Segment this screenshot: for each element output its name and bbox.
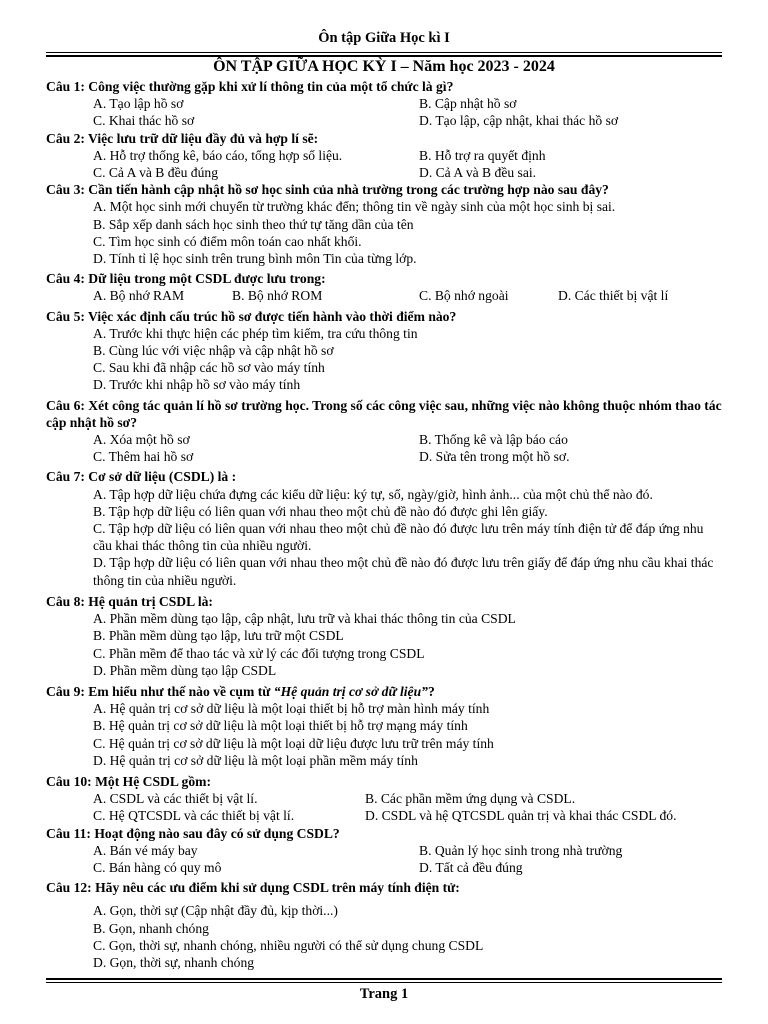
q3-option-d: D. Tính tỉ lệ học sinh trên trung bình môn Tin của từng lớp. [93,251,417,267]
q8-option-c: C. Phần mềm để thao tác và xử lý các đối tượng trong CSDL [93,645,425,661]
q11-option-d: D. Tất cả đều đúng [419,859,523,875]
q11-option-c: C. Bán hàng có quy mô [93,859,222,875]
q3-option-a: A. Một học sinh mới chuyển từ trường khác đến; thông tin về ngày sinh của một học sinh bị sai. [93,199,616,215]
q10-option-a: A. CSDL và các thiết bị vật lí. [93,791,258,807]
q2-option-a: A. Hỗ trợ thống kê, báo cáo, tổng hợp số liệu. [93,147,343,163]
page-header: Ôn tập Giữa Học kì I [318,30,450,46]
question-1: Câu 1: Công việc thường gặp khi xử lí thông tin của một tổ chức là gì? [46,79,454,94]
q1-option-d: D. Tạo lập, cập nhật, khai thác hồ sơ [419,113,619,129]
q2-options-row-2 [46,164,722,181]
q8-option-b: B. Phần mềm dùng tạo lập, lưu trữ một CSDL [93,628,344,644]
question-12: Câu 12: Hãy nêu các ưu điểm khi sử dụng CSDL trên máy tính điện tử: [46,880,460,896]
q8-option-d: D. Phần mềm dùng tạo lập CSDL [93,662,277,678]
q1-options-row-2 [46,112,722,129]
q5-option-c: C. Sau khi đã nhập các hồ sơ vào máy tính [93,360,325,376]
header-divider [46,52,722,57]
q11-options-row-2 [46,859,722,876]
q10-option-d: D. CSDL và hệ QTCSDL quản trị và khai thác CSDL đó. [365,808,677,824]
question-8: Câu 8: Hệ quản trị CSDL là: [46,593,213,609]
question-list [46,78,722,971]
q4-option-b: B. Bộ nhớ ROM [232,288,323,304]
q1-option-c: C. Khai thác hồ sơ [93,113,195,129]
q7-option-c: C. Tập hợp dữ liệu có liên quan với nhau theo một chủ đề nào đó được lưu trên máy tính điện tử để đáp ứng nhu cầu khai thác thông tin của nhiều người. [93,521,704,554]
question-3: Câu 3: Cần tiến hành cập nhật hồ sơ học sinh của nhà trường trong các trường hợp nào sau đây? [46,182,609,198]
q9-option-c: C. Hệ quản trị cơ sở dữ liệu là một loại dữ liệu được lưu trữ trên máy tính [93,735,494,751]
q7-option-b: B. Tập hợp dữ liệu có liên quan với nhau theo một chủ đề nào đó được ghi lên giấy. [93,503,548,519]
q12-option-d: D. Gọn, thời sự, nhanh chóng [93,954,255,970]
q2-options-row-1 [46,147,722,164]
q12-option-b: B. Gọn, nhanh chóng [93,920,209,936]
q10-options-row-2 [46,807,722,824]
question-7: Câu 7: Cơ sở dữ liệu (CSDL) là : [46,469,237,485]
q5-option-a: A. Trước khi thực hiện các phép tìm kiếm, tra cứu thông tin [93,325,418,341]
q12-option-a: A. Gọn, thời sự (Cập nhật đầy đủ, kịp thời...) [93,903,338,919]
question-9 [46,683,722,700]
question-6: Câu 6: Xét công tác quản lí hồ sơ trường học. Trong số các công việc sau, những việc nào không thuộc nhóm thao tác cập nhật hồ sơ? [46,397,722,430]
q2-option-d: D. Cả A và B đều sai. [419,165,537,181]
q6-option-b: B. Thống kê và lập báo cáo [419,432,568,448]
q4-option-a: A. Bộ nhớ RAM [93,288,185,304]
q12-option-c: C. Gọn, thời sự, nhanh chóng, nhiều người có thể sử dụng chung CSDL [93,937,484,953]
q8-option-a: A. Phần mềm dùng tạo lập, cập nhật, lưu trữ và khai thác thông tin của CSDL [93,611,516,627]
q11-option-a: A. Bán vé máy bay [93,842,198,858]
q6-option-c: C. Thêm hai hồ sơ [93,449,194,465]
question-10: Câu 10: Một Hệ CSDL gồm: [46,773,212,789]
q4-option-c: C. Bộ nhớ ngoài [419,288,509,304]
q3-option-c: C. Tìm học sinh có điểm môn toán cao nhất khối. [93,233,362,249]
q9-option-d: D. Hệ quản trị cơ sở dữ liệu là một loại phần mềm máy tính [93,752,418,768]
q9-italic-term: “Hệ quản trị cơ sở dữ liệu” [273,683,428,699]
q6-options-row-2 [46,448,722,465]
q10-option-c: C. Hệ QTCSDL và các thiết bị vật lí. [93,808,295,824]
q3-option-b: B. Sắp xếp danh sách học sinh theo thứ tự tăng dần của tên [93,216,414,232]
page-number: Trang 1 [359,986,409,1002]
q4-option-d: D. Các thiết bị vật lí [558,288,669,304]
q1-option-a: A. Tạo lập hồ sơ [93,96,184,112]
q5-option-b: B. Cùng lúc với việc nhập và cập nhật hồ sơ [93,343,334,359]
q2-option-c: C. Cả A và B đều đúng [93,165,218,181]
question-2: Câu 2: Việc lưu trữ dữ liệu đầy đủ và hợp lí sẽ: [46,130,319,146]
q2-option-b: B. Hỗ trợ ra quyết định [419,147,546,163]
q7-option-d: D. Tập hợp dữ liệu có liên quan với nhau theo một chủ đề nào đó được lưu trên giấy để đáp ứng nhu cầu khai thác thông tin của nhiều người. [93,555,714,588]
question-5: Câu 5: Việc xác định cấu trúc hồ sơ được tiến hành vào thời điểm nào? [46,308,457,324]
q9-option-a: A. Hệ quản trị cơ sở dữ liệu là một loại thiết bị hỗ trợ màn hình máy tính [93,701,490,717]
q6-option-a: A. Xóa một hồ sơ [93,432,190,448]
q6-option-d: D. Sửa tên trong một hồ sơ. [419,449,570,465]
q9-option-b: B. Hệ quản trị cơ sở dữ liệu là một loại thiết bị hỗ trợ mạng máy tính [93,718,468,734]
q4-options-row [46,287,722,304]
q9-prefix: Câu 9: Em hiểu như thế nào về cụm từ [46,683,274,699]
q10-option-b: B. Các phần mềm ứng dụng và CSDL. [365,791,576,807]
footer-divider [46,978,722,983]
q1-option-b: B. Cập nhật hồ sơ [419,96,517,112]
q9-suffix: ? [427,683,435,699]
q11-options-row-1 [46,842,722,859]
q11-option-b: B. Quản lý học sinh trong nhà trường [419,842,623,858]
document-title: ÔN TẬP GIỮA HỌC KỲ I – Năm học 2023 - 2024 [213,58,555,75]
q6-options-row-1 [46,431,722,448]
q10-options-row-1 [46,790,722,807]
question-4: Câu 4: Dữ liệu trong một CSDL được lưu trong: [46,271,326,287]
q1-options-row-1 [46,95,722,112]
q5-option-d: D. Trước khi nhập hồ sơ vào máy tính [93,377,301,393]
q7-option-a: A. Tập hợp dữ liệu chứa đựng các kiểu dữ liệu: ký tự, số, ngày/giờ, hình ảnh... của một chủ thể nào đó. [93,486,653,502]
question-11: Câu 11: Hoạt động nào sau đây có sử dụng CSDL? [46,825,340,841]
